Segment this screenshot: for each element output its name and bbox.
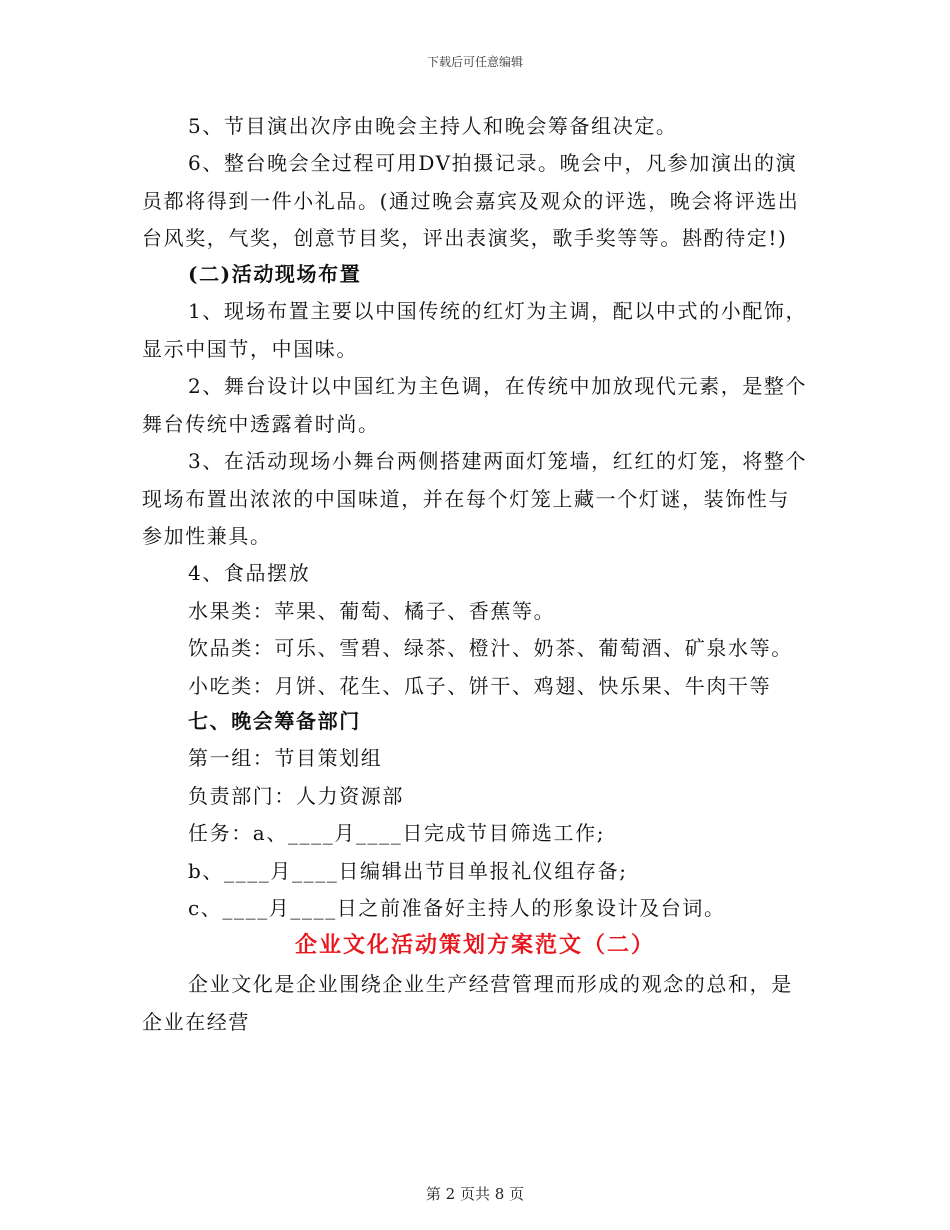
intro-line-2: 企业在经营 [142,1009,250,1034]
task-c: c、____月____日之前准备好主持人的形象设计及台词。 [188,896,726,920]
item-6-line-2: 员都将得到一件小礼品。(通过晚会嘉宾及观众的评选，晚会将评选出 [142,188,800,213]
section-heading-layout-text: (二)活动现场布置 [188,262,362,286]
item-6-line-3: 台风奖，气奖，创意节目奖，评出表演奖，歌手奖等等。斟酌待定!) [142,226,788,250]
page-footer: 第 2 页共 8 页 [425,1185,525,1203]
intro-line-1: 企业文化是企业围绕企业生产经营管理而形成的观念的总和，是 [188,972,793,996]
page-header: 下载后可任意编辑 [426,55,523,69]
section-heading-layout [142,256,814,294]
intro-paragraph [142,966,814,1041]
layout-item-1-line-1: 1、现场布置主要以中国传统的红灯为主调，配以中式的小配饰， [188,299,808,323]
layout-item-2 [142,368,814,443]
item-5-text: 5、节目演出次序由晚会主持人和晚会筹备组决定。 [188,114,678,138]
layout-item-2-line-2: 舞台传统中透露着时尚。 [142,411,380,436]
item-6 [142,145,814,258]
task-b: b、____月____日编辑出节目单报礼仪组存备; [188,858,628,883]
group-1-block [142,740,814,928]
food-fruits: 水果类：苹果、葡萄、橘子、香蕉等。 [188,598,556,623]
layout-item-3-line-3: 参加性兼具。 [142,524,272,548]
section-heading-7 [142,703,814,741]
document-2-title: 企业文化活动策划方案范文（二） [294,932,655,958]
food-drinks: 饮品类：可乐、雪碧、绿茶、橙汁、奶茶、葡萄酒、矿泉水等。 [188,636,793,660]
food-snacks: 小吃类：月饼、花生、瓜子、饼干、鸡翅、快乐果、牛肉干等 [188,673,772,698]
task-a: 任务：a、____月____日完成节目筛选工作; [188,821,606,845]
item-5 [142,108,814,146]
layout-item-4-text: 4、食品摆放 [188,561,311,585]
layout-item-3-line-2: 现场布置出浓浓的中国味道，并在每个灯笼上藏一个灯谜，装饰性与 [142,486,790,511]
section-heading-7-text: 七、晚会筹备部门 [188,709,361,733]
layout-item-1 [142,293,814,368]
group-1-dept: 负责部门：人力资源部 [188,783,404,808]
layout-item-3-line-1: 3、在活动现场小舞台两侧搭建两面灯笼墙，红红的灯笼，将整个 [188,449,808,473]
layout-item-3 [142,443,814,556]
layout-item-4 [142,555,814,705]
layout-item-1-line-2: 显示中国节，中国味。 [142,336,358,361]
layout-item-2-line-1: 2、舞台设计以中国红为主色调，在传统中加放现代元素，是整个 [188,374,808,398]
group-1-name: 第一组：节目策划组 [188,746,383,770]
item-6-line-1: 6、整台晚会全过程可用DV拍摄记录。晚会中，凡参加演出的演 [188,151,798,175]
